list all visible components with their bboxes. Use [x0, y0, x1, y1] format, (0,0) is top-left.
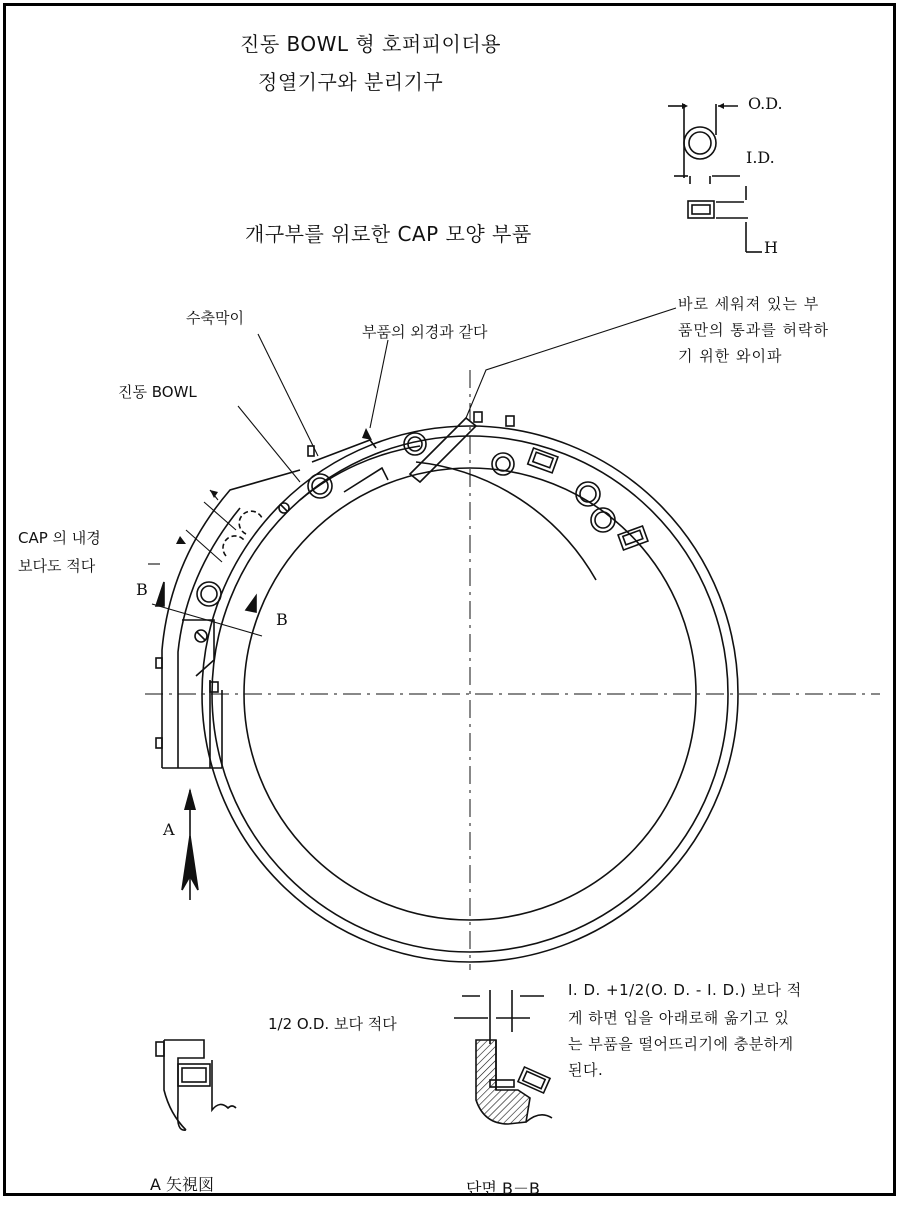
label-od: O.D.	[748, 94, 783, 113]
feeder-track	[156, 470, 300, 768]
label-formula-line-4: 된다.	[568, 1061, 604, 1079]
label-cap-inner-2: 보다도 적다	[18, 557, 96, 575]
label-h: H	[764, 238, 778, 257]
cap-parts	[197, 433, 648, 606]
label-wiper-line-1: 바로 세워져 있는 부	[678, 295, 820, 313]
detail-view-a	[156, 1040, 236, 1130]
section-bb	[454, 990, 552, 1124]
label-formula-line-3: 는 부품을 떨어뜨리기에 충분하게	[568, 1035, 794, 1053]
label-section-b-left: B	[136, 580, 148, 599]
caption-section-bb: 단면 B－B	[466, 1179, 540, 1198]
title-line-1: 진동 BOWL 형 호퍼피이더용	[240, 32, 501, 56]
label-shrink-stopper: 수축막이	[186, 309, 244, 327]
dimension-sketch	[668, 103, 762, 252]
view-arrow-a	[182, 788, 198, 900]
caption-view-a: A 矢視図	[150, 1175, 215, 1194]
label-view-a: A	[163, 820, 175, 839]
label-formula-line-1: I. D. +1/2(O. D. - I. D.) 보다 적	[568, 981, 802, 999]
label-half-od: 1/2 O.D. 보다 적다	[268, 1015, 397, 1033]
label-wiper-line-3: 기 위한 와이파	[678, 347, 783, 365]
label-cap-inner-1: CAP 의 내경	[18, 529, 101, 547]
title-line-2: 정열기구와 분리기구	[258, 70, 444, 94]
label-wiper-line-2: 품만의 통과를 허락하	[678, 321, 829, 339]
subtitle: 개구부를 위로한 CAP 모양 부품	[245, 222, 532, 246]
label-part-outer-diameter: 부품의 외경과 같다	[362, 323, 488, 341]
label-section-b-right: B	[276, 610, 288, 629]
label-formula-line-2: 게 하면 입을 아래로해 옮기고 있	[568, 1009, 790, 1027]
label-id: I.D.	[746, 148, 775, 167]
label-vibration-bowl: 진동 BOWL	[118, 383, 197, 401]
